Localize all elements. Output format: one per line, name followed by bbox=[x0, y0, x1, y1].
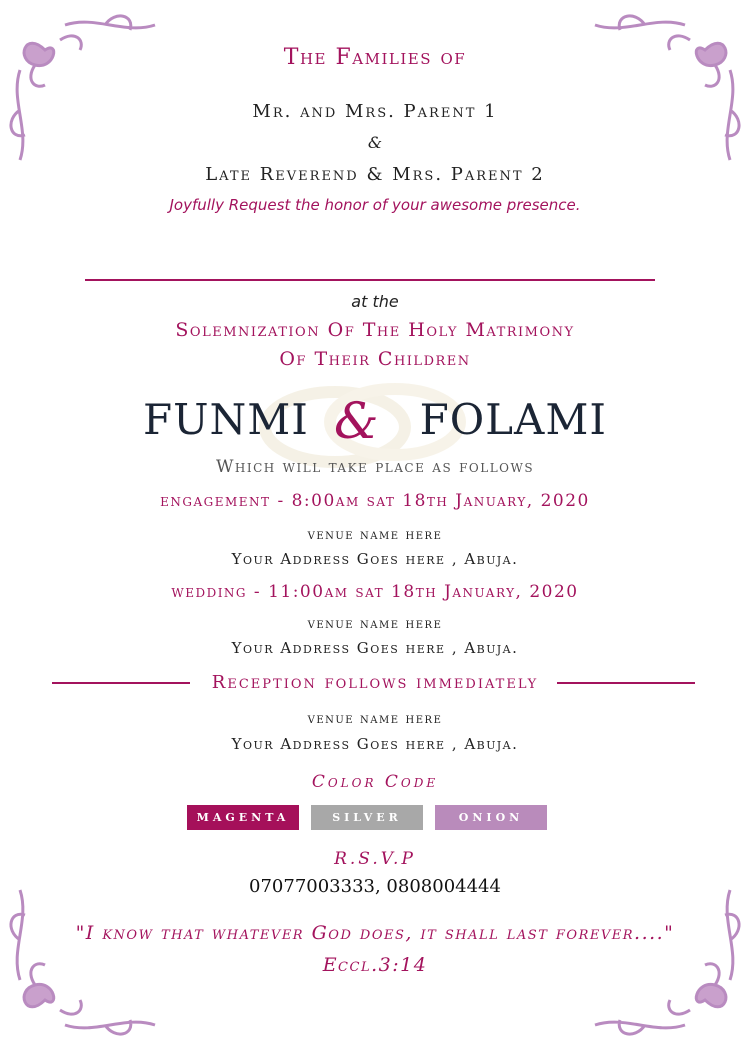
wedding-venue: venue name here bbox=[307, 616, 443, 632]
parents-1: Mr. and Mrs. Parent 1 bbox=[252, 101, 498, 122]
couple-names bbox=[0, 388, 750, 450]
parents-2: Late Reverend & Mrs. Parent 2 bbox=[205, 164, 545, 185]
couple-ampersand: & bbox=[333, 392, 379, 450]
occasion-line-2: Of Their Children bbox=[279, 348, 471, 370]
color-code-title: Color Code bbox=[311, 772, 439, 792]
rsvp-phones: 07077003333, 0808004444 bbox=[249, 876, 501, 897]
at-the-text: at the bbox=[351, 292, 399, 311]
wedding-address: Your Address Goes here , Abuja. bbox=[231, 639, 519, 657]
divider bbox=[85, 279, 655, 281]
color-chip-magenta: MAGENTA bbox=[187, 805, 299, 830]
engagement-venue: venue name here bbox=[307, 527, 443, 543]
color-chip-onion: ONION bbox=[435, 805, 547, 830]
reception-address: Your Address Goes here , Abuja. bbox=[231, 735, 519, 753]
quote-reference: Eccl.3:14 bbox=[322, 954, 428, 976]
floral-corner-ornament-top-right bbox=[575, 10, 745, 180]
occasion-line-1: Solemnization Of The Holy Matrimony bbox=[175, 319, 575, 341]
events-intro: Which will take place as follows bbox=[215, 457, 535, 477]
color-chip-silver: SILVER bbox=[311, 805, 423, 830]
wedding-title: wedding - 11:00am sat 18th January, 2020 bbox=[171, 582, 579, 602]
floral-corner-ornament-top-left bbox=[5, 10, 175, 180]
name-1: FUNMI bbox=[143, 395, 309, 444]
reception-title: Reception follows immediately bbox=[211, 672, 539, 693]
parents-ampersand: & bbox=[367, 133, 383, 152]
engagement-address: Your Address Goes here , Abuja. bbox=[231, 550, 519, 568]
rsvp-title: R.S.V.P bbox=[334, 849, 416, 869]
quote-text: "I know that whatever God does, it shall last forever...." bbox=[75, 922, 675, 944]
reception-venue: venue name here bbox=[307, 711, 443, 727]
engagement-title: engagement - 8:00am sat 18th January, 2020 bbox=[160, 491, 590, 511]
request-text: Joyfully Request the honor of your awesome presence. bbox=[169, 196, 581, 214]
name-2: FOLAMI bbox=[419, 395, 607, 444]
families-title: The Families of bbox=[283, 45, 467, 70]
